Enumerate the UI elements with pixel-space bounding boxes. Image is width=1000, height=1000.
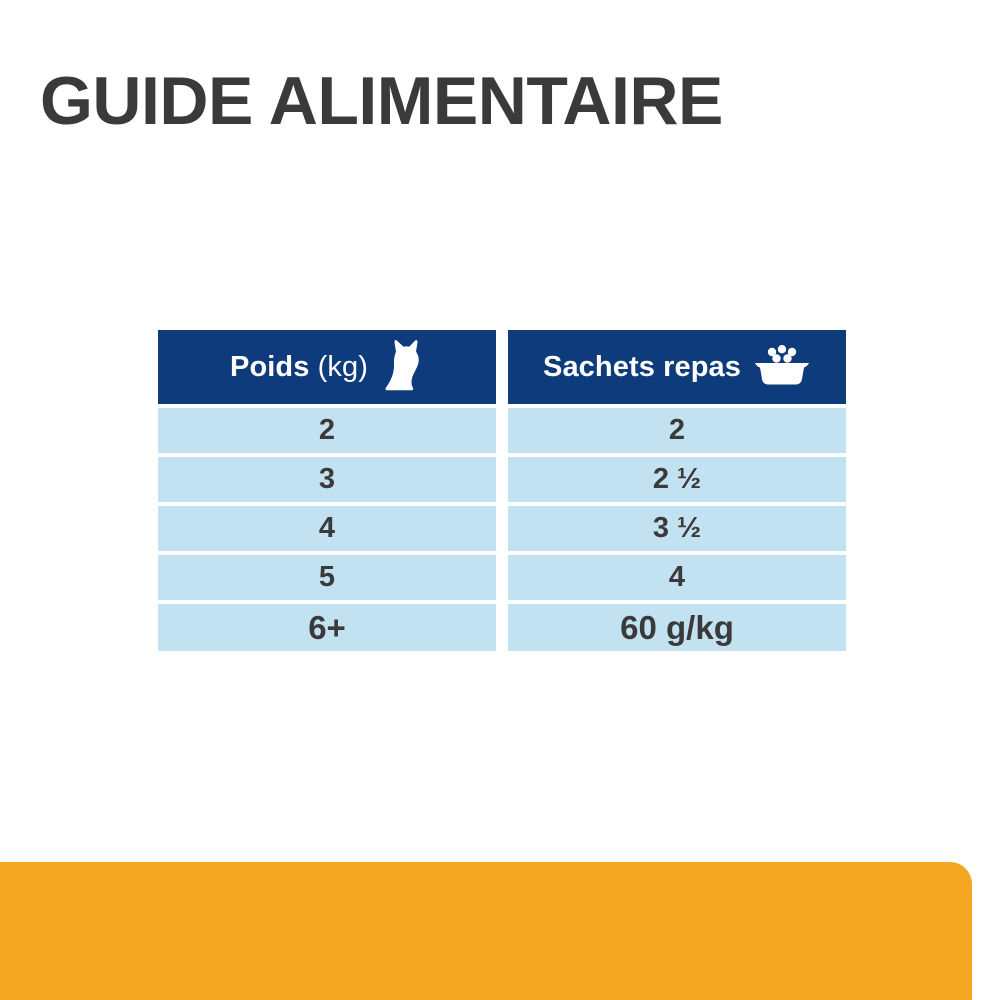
cell-weight: 6+ [158, 604, 496, 651]
cell-pouches: 2 ½ [508, 457, 846, 502]
cell-pouches: 4 [508, 555, 846, 600]
cell-pouches: 3 ½ [508, 506, 846, 551]
table-header-pouches [508, 330, 846, 404]
table-header-row [158, 330, 848, 404]
footer-accent-bar [0, 862, 972, 1000]
cell-pouches: 2 [508, 408, 846, 453]
table-row [158, 457, 848, 502]
cell-weight: 5 [158, 555, 496, 600]
table-row [158, 555, 848, 600]
cell-weight: 4 [158, 506, 496, 551]
table-header-weight [158, 330, 496, 404]
food-bowl-icon [753, 345, 811, 390]
cell-weight: 3 [158, 457, 496, 502]
table-header-weight-label: Poids (kg) [230, 350, 368, 383]
feeding-guide-table [158, 330, 848, 655]
cat-icon [380, 339, 424, 396]
cell-weight: 2 [158, 408, 496, 453]
cell-pouches: 60 g/kg [508, 604, 846, 651]
page-title: GUIDE ALIMENTAIRE [40, 63, 723, 139]
table-row [158, 604, 848, 651]
table-header-pouches-label: Sachets repas [543, 350, 741, 383]
table-row [158, 408, 848, 453]
table-row [158, 506, 848, 551]
